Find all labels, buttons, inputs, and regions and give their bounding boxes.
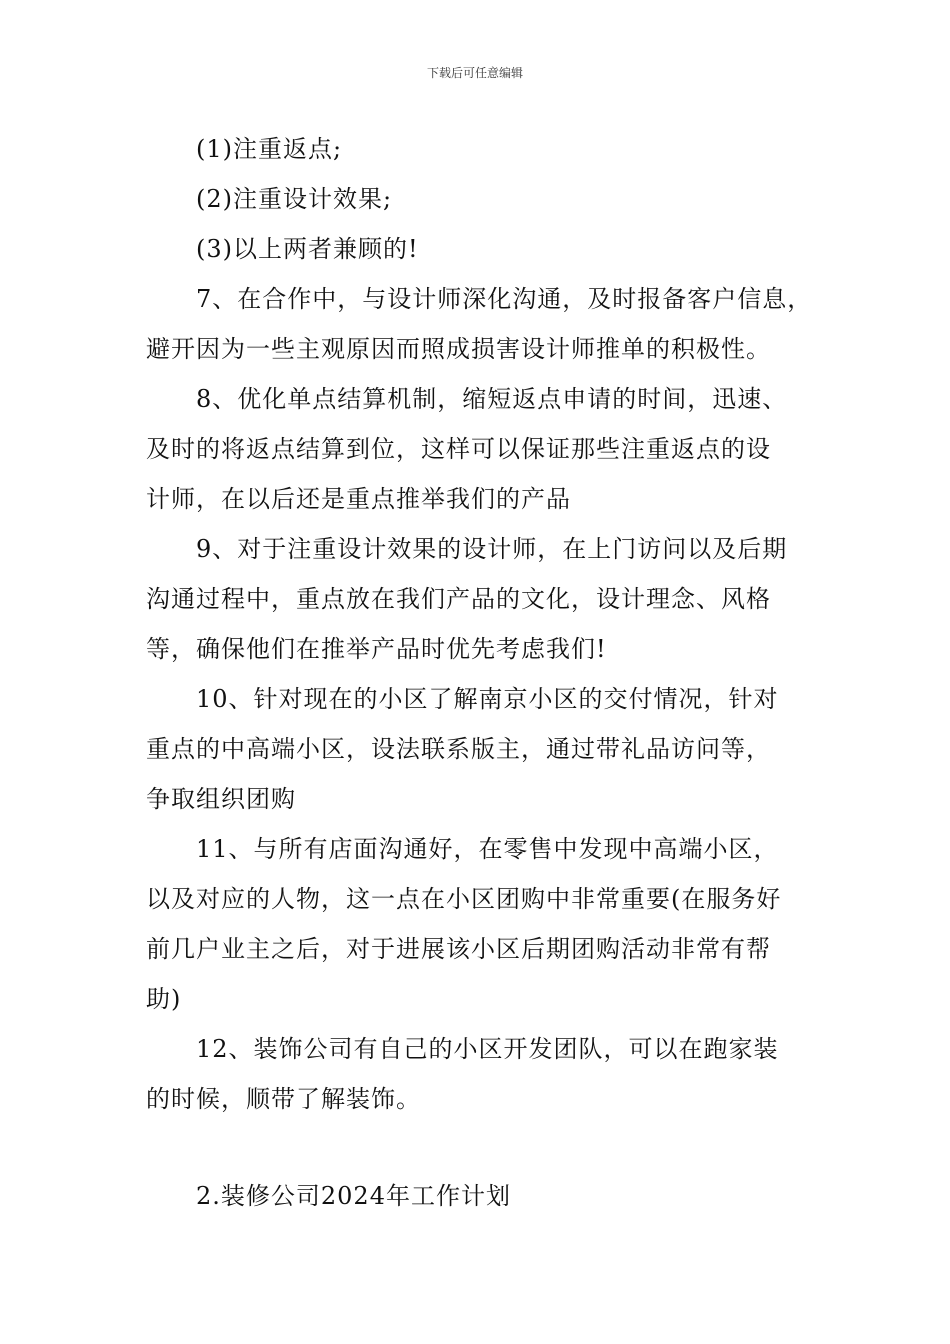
text-line: 避开因为一些主观原因而照成损害设计师推单的积极性。 [146,335,771,363]
text-line: (3)以上两者兼顾的! [196,235,419,263]
text-line: 9、对于注重设计效果的设计师，在上门访问以及后期 [196,535,788,563]
text-line: 12、装饰公司有自己的小区开发团队，可以在跑家装 [196,1035,779,1063]
text-line: 争取组织团购 [146,785,296,813]
text-line: 助) [146,985,182,1013]
text-line: 7、在合作中，与设计师深化沟通，及时报备客户信息， [196,285,813,313]
section-heading: 2.装修公司2024年工作计划 [196,1182,511,1210]
text-line: 8、优化单点结算机制，缩短返点申请的时间，迅速、 [196,385,788,413]
page-header: 下载后可任意编辑 [426,66,523,80]
text-line: (1)注重返点; [196,135,343,163]
text-line: 的时候，顺带了解装饰。 [146,1085,421,1113]
text-line: 沟通过程中，重点放在我们产品的文化，设计理念、风格 [146,585,771,613]
text-line: 等，确保他们在推举产品时优先考虑我们! [146,635,607,663]
text-line: 11、与所有店面沟通好，在零售中发现中高端小区， [196,835,779,863]
text-line: 以及对应的人物，这一点在小区团购中非常重要(在服务好 [146,885,782,913]
text-line: 重点的中高端小区，设法联系版主，通过带礼品访问等， [146,735,771,763]
text-line: 计师，在以后还是重点推举我们的产品 [146,485,571,513]
text-line: 前几户业主之后，对于进展该小区后期团购活动非常有帮 [146,935,771,963]
text-line: 及时的将返点结算到位，这样可以保证那些注重返点的设 [146,435,771,463]
text-line: (2)注重设计效果; [196,185,393,213]
text-line: 10、针对现在的小区了解南京小区的交付情况，针对 [196,685,779,713]
